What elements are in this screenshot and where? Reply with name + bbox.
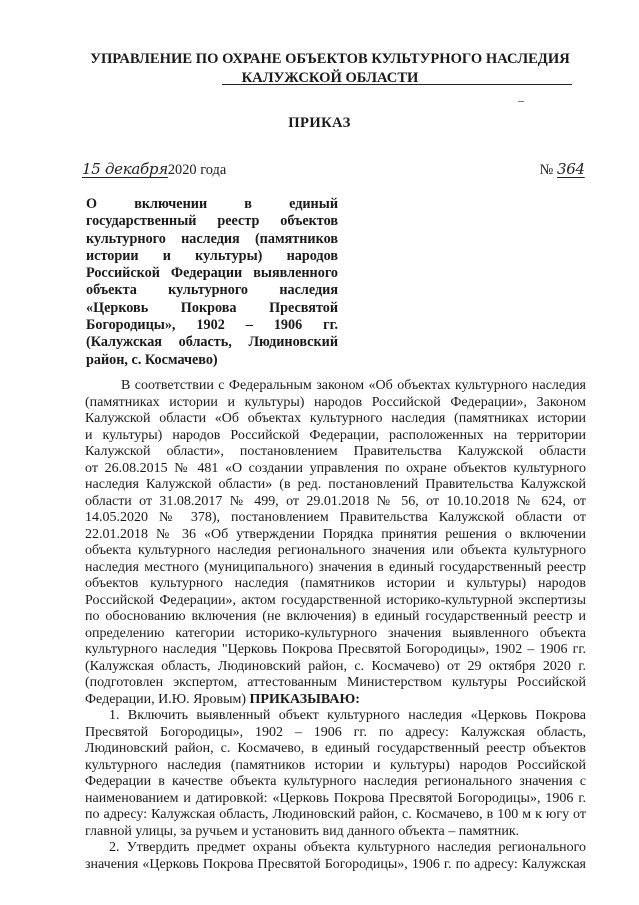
preamble-ending: Федерации, И.Ю. Яровым) — [85, 691, 246, 707]
subject-line: О включении в единый — [86, 196, 338, 212]
printed-date-year: 2020 года — [167, 162, 227, 178]
body-line: объектов культурного наследия (памятников истории и культуры) народов — [85, 576, 586, 591]
subject-line: Российской Федерации выявленного — [86, 265, 338, 282]
clause-2-paragraph — [85, 840, 586, 873]
organization-name-line1: УПРАВЛЕНИЕ ПО ОХРАНЕ ОБЪЕКТОВ КУЛЬТУРНОГО НАСЛЕДИЯ — [90, 51, 570, 67]
scan-speck — [518, 101, 524, 102]
body-line: Федерации в качестве объекта культурного наследия регионального значения с — [85, 774, 586, 789]
body-line: (подготовлен экспертом, аттестованным Министерством культуры Российской — [85, 675, 586, 690]
subject-line: государственный реестр объектов — [86, 213, 338, 230]
body-line: Калужской области», постановлением Правительства Калужской области — [85, 444, 586, 459]
body-line: 22.01.2018 № 36 «Об утверждении Порядка принятия решения о включении — [85, 526, 586, 542]
document-date — [82, 160, 226, 179]
body-line: 2. Утвердить предмет охраны объекта культурного наследия регионального — [109, 840, 586, 855]
body-line: определению категории историко-культурного значения выявленного объекта — [85, 625, 586, 641]
document-type-title: ПРИКАЗ — [288, 115, 351, 131]
body-line: по адресу: Калужская область, Людиновский район, с. Космачево, в 100 м к югу от — [85, 807, 586, 822]
subject-line: культурного наследия (памятников — [86, 230, 338, 247]
body-line: значения «Церковь Покрова Пресвятой Богородицы», 1906 г. по адресу: Калужская — [85, 856, 586, 872]
header-underline — [222, 84, 572, 85]
organization-header — [60, 50, 600, 88]
body-line: Людиновский район, с. Космачево, в единый государственный реестр объектов — [85, 741, 586, 756]
body-line: 14.05.2020 № 378), постановлением Правительства Калужской области от — [85, 510, 586, 525]
body-line-last — [85, 692, 586, 709]
subject-line: «Церковь Покрова Пресвятой — [86, 299, 338, 316]
handwritten-date: 15 декабря — [82, 160, 168, 178]
number-sign: № — [539, 162, 554, 178]
body-line: культурного наследия "Церковь Покрова Пресвятой Богородицы», 1902 – 1906 гг. — [85, 642, 586, 657]
handwritten-number: 364 — [557, 160, 585, 178]
body-line: В соответствии с Федеральным законом «Об объектах культурного наследия — [121, 378, 586, 393]
body-line: по обоснованию включения (не включения) в единый государственный реестр и — [85, 609, 586, 624]
organization-name-line2: КАЛУЖСКОЙ ОБЛАСТИ — [241, 70, 419, 86]
body-line: культурного наследия (памятников истории и культуры) народов Российской — [85, 757, 586, 773]
subject-line: объекта культурного наследия — [86, 282, 338, 299]
body-line: (Калужская область, Людиновский район, с. Космачево) от 29 октября 2020 г. — [85, 658, 586, 674]
body-line: Калужской области «Об объектах культурного наследия (памятниках истории — [85, 411, 586, 426]
document-number — [540, 160, 587, 179]
body-line: Пресвятой Богородицы», 1902 – 1906 гг. по адресу: Калужская область, — [85, 724, 586, 740]
subject-line: Богородицы», 1902 – 1906 гг. — [86, 317, 338, 334]
body-line: главной улицы, за ручьем и установить вид данного объекта – памятник. — [85, 823, 520, 839]
document-body — [85, 378, 586, 873]
body-line: наследия Калужской области» (в ред. постановлений Правительства Калужской — [85, 477, 586, 492]
body-line: области от 31.08.2017 № 499, от 29.01.2018 № 56, от 10.10.2018 № 624, от — [85, 493, 586, 509]
clause-1-paragraph — [85, 708, 586, 840]
subject-line: район, с. Космачево) — [86, 351, 218, 368]
body-line: от 26.08.2015 № 481 «О создании управления по охране объектов культурного — [85, 460, 586, 476]
document-subject — [86, 196, 338, 369]
subject-line: (Калужская область, Людиновский — [86, 334, 338, 351]
preamble-paragraph — [85, 378, 586, 708]
body-line: (памятниках истории и культуры) народов Российской Федерации», Законом — [85, 394, 586, 410]
order-keyword: ПРИКАЗЫВАЮ: — [249, 691, 360, 707]
body-line: наследия местного (муниципального) значения в единый государственный реестр — [85, 559, 586, 575]
body-line: объекта культурного наследия регионального значения или объекта культурного — [85, 543, 586, 558]
body-line: Российской Федерации», актом государственной историко-культурной экспертизы — [85, 592, 586, 608]
body-line: и культуры) народов Российской Федерации, расположенных на территории — [85, 427, 586, 443]
body-line: наименованием и датировкой: «Церковь Покрова Пресвятой Богородицы», 1906 г. — [85, 790, 586, 806]
subject-line: истории и культуры) народов — [86, 247, 338, 264]
body-line: 1. Включить выявленный объект культурного наследия «Церковь Покрова — [109, 708, 586, 723]
